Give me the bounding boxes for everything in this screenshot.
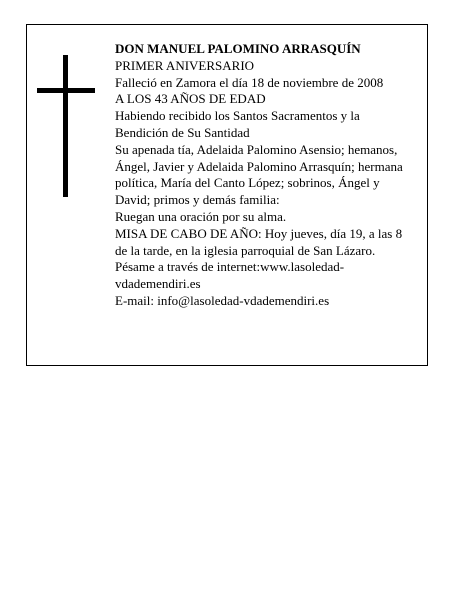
contact-email: E-mail: info@lasoledad-vdademendiri.es (115, 292, 330, 308)
deceased-name: DON MANUEL PALOMINO ARRASQUÍN (115, 41, 361, 56)
online-condolences: Pésame a través de internet:www.lasoledad-vdademendiri.es (115, 259, 345, 292)
mass-details: MISA DE CABO DE AÑO: Hoy jueves, día 19, a las 8 de la tarde, en la iglesia parroquial de San Lázaro. (115, 225, 403, 258)
death-date: Falleció en Zamora el día 18 de noviembre de 2008 (115, 74, 384, 90)
cross-icon (37, 55, 95, 197)
sacraments-text: Habiendo recibido los Santos Sacramentos y la Bendición de Su Santidad (115, 108, 360, 140)
notice-text (115, 41, 415, 310)
age-at-death: A LOS 43 AÑOS DE EDAD (115, 91, 266, 107)
anniversary-title: PRIMER ANIVERSARIO (115, 57, 255, 73)
family-text: Su apenada tía, Adelaida Palomino Asensio; hemanos, Ángel, Javier y Adelaida Palomino Arrasquín; hermana política, María del Canto López; sobrinos, Ángel y David; primos y demás familia: (115, 141, 403, 208)
cross-vertical-bar (63, 55, 68, 197)
cross-horizontal-bar (37, 88, 95, 93)
obituary-notice (26, 24, 428, 366)
prayer-request: Ruegan una oración por su alma. (115, 208, 287, 224)
